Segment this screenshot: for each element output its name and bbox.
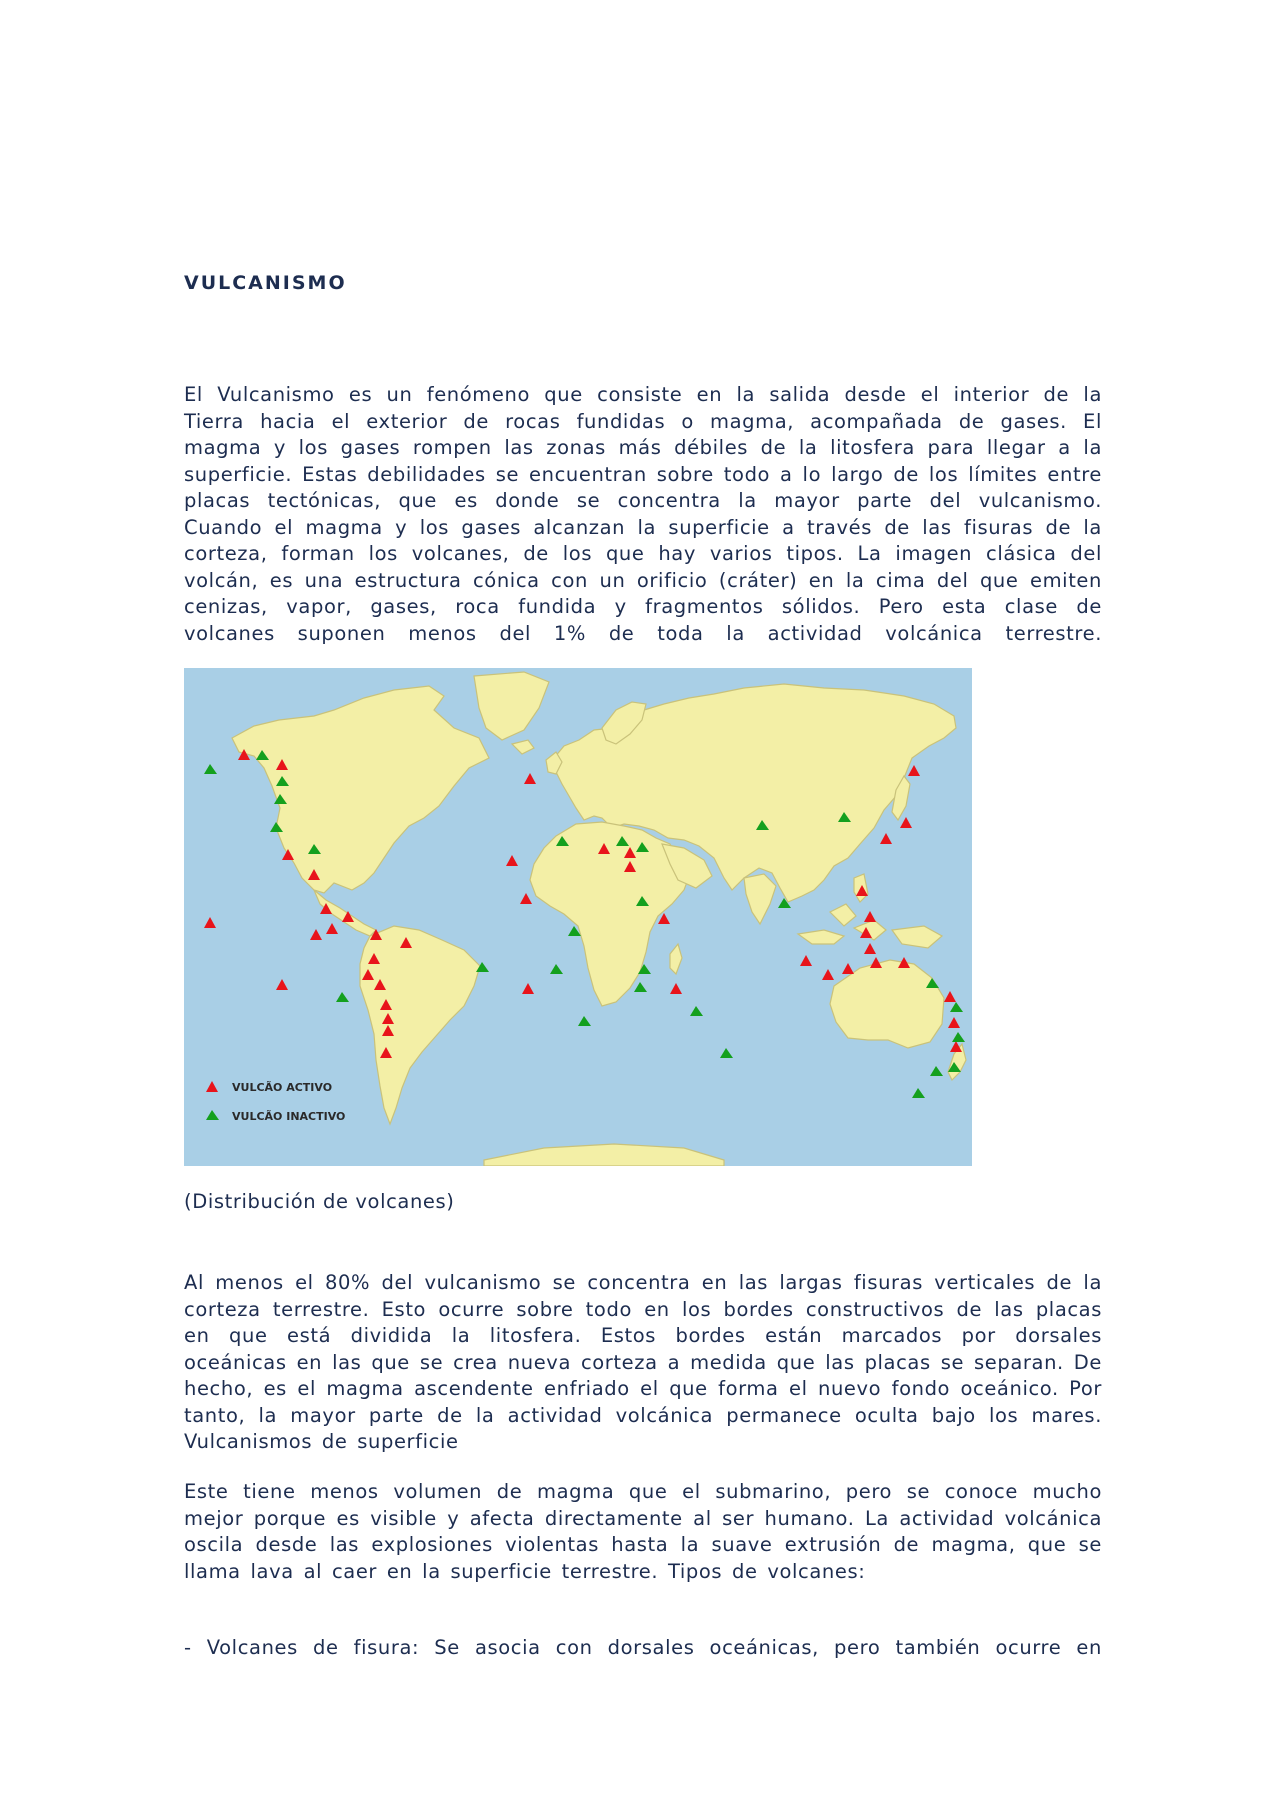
volcano-distribution-map: [184, 668, 972, 1166]
paragraph-fissures: Al menos el 80% del vulcanismo se concentra en las largas fisuras verticales de la corteza terrestre. Esto ocurre sobre todo en los bordes constructivos de las placas en que está dividida la litosfera. Estos bordes están marcados por dorsales oceánicas en las que se crea nueva corteza a medida que las placas se separan. De hecho, es el magma ascendente enfriado el que forma el nuevo fondo oceánico. Por tanto, la mayor parte de la actividad volcánica permanece oculta bajo los mares. Vulcanismos de superficie: [184, 1271, 1102, 1453]
paragraph-fissure-volcanoes: - Volcanes de fisura: Se asocia con dorsales oceánicas, pero también ocurre en: [184, 1636, 1102, 1659]
map-caption: (Distribución de volcanes): [184, 1190, 455, 1213]
page-title: VULCANISMO: [184, 272, 347, 294]
paragraph-intro: El Vulcanismo es un fenómeno que consiste en la salida desde el interior de la Tierra hacia el exterior de rocas fundidas o magma, acompañada de gases. El magma y los gases rompen las zonas más débiles de la litosfera para llegar a la superficie. Estas debilidades se encuentran sobre todo a lo largo de los límites entre placas tectónicas, que es donde se concentra la mayor parte del vulcanismo. Cuando el magma y los gases alcanzan la superficie a través de las fisuras de la corteza, forman los volcanes, de los que hay varios tipos. La imagen clásica del volcán, es una estructura cónica con un orificio (cráter) en la cima del que emiten cenizas, vapor, gases, roca fundida y fragmentos sólidos. Pero esta clase de volcanes suponen menos del 1% de toda la actividad volcánica terrestre.: [184, 383, 1102, 645]
paragraph-surface-volcanism: Este tiene menos volumen de magma que el submarino, pero se conoce mucho mejor porque es visible y afecta directamente al ser humano. La actividad volcánica oscila desde las explosiones violentas hasta la suave extrusión de magma, que se llama lava al caer en la superficie terrestre. Tipos de volcanes:: [184, 1480, 1102, 1583]
legend-inactive-label: VULCÃO INACTIVO: [232, 1110, 346, 1123]
legend-active-label: VULCÃO ACTIVO: [232, 1081, 333, 1094]
